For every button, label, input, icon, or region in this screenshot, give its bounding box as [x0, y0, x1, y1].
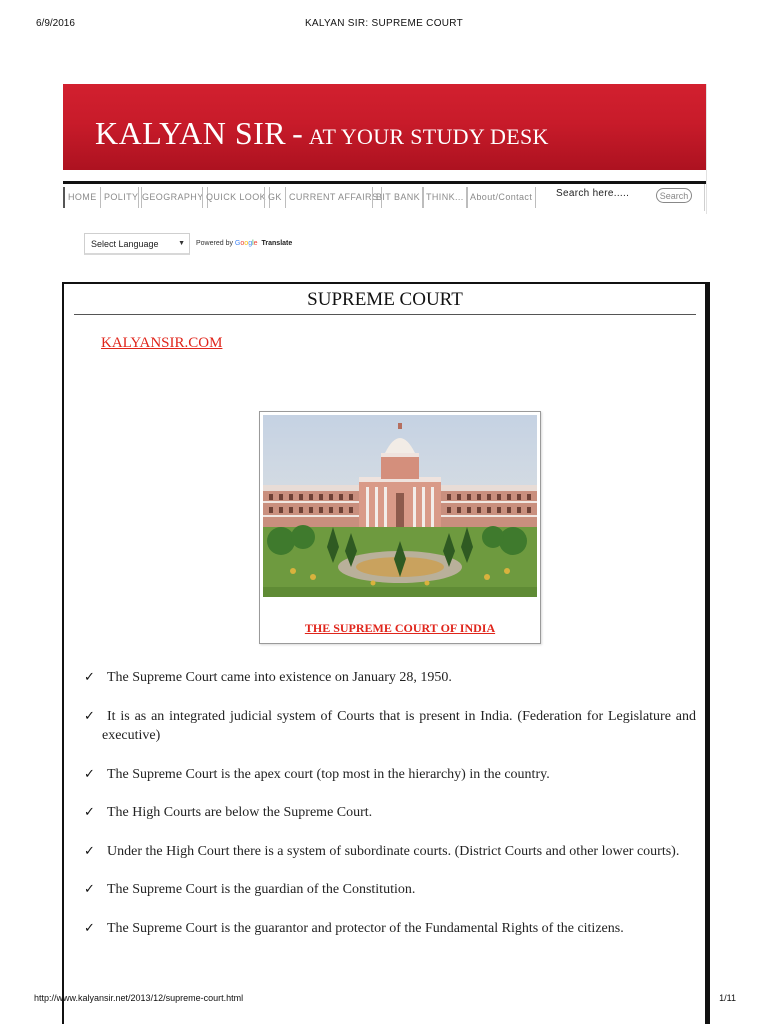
search-input[interactable]: Search here.....	[556, 188, 630, 199]
checkmark-icon: ✓	[84, 766, 95, 782]
nav-item-about-contact[interactable]: About/Contact	[466, 187, 536, 208]
powered-by-label: Powered by	[196, 240, 233, 247]
checkmark-icon: ✓	[84, 670, 95, 685]
language-select[interactable]	[84, 233, 190, 255]
list-item-text: The Supreme Court is the guardian of the Constitution.	[107, 882, 416, 897]
main-nav	[63, 181, 706, 214]
list-item-text: The Supreme Court is the guarantor and protector of the Fundamental Rights of the citizens.	[107, 920, 624, 936]
list-item-text: It is as an integrated judicial system of Courts that is present in India. (Federation for Legislature and executive)	[102, 708, 696, 743]
powered-by-google-translate	[196, 240, 292, 247]
supreme-court-building-photo	[263, 415, 537, 597]
google-logo: Google	[234, 240, 258, 247]
language-select-label: Select Language	[91, 239, 159, 249]
list-item	[84, 707, 696, 746]
list-item	[84, 803, 696, 823]
print-page-number: 1/11	[719, 993, 736, 1003]
post-body	[62, 282, 710, 1024]
nav-item-think[interactable]: THINK...	[422, 187, 468, 208]
checkmark-icon: ✓	[84, 805, 95, 820]
nav-item-geography[interactable]: GEOGRAPHY	[138, 187, 208, 208]
nav-item-home[interactable]: HOME	[63, 187, 101, 208]
list-item	[84, 842, 696, 862]
site-link[interactable]: KALYANSIR.COM	[101, 335, 223, 351]
print-header	[0, 18, 768, 32]
list-item	[84, 880, 696, 900]
print-page-title: KALYAN SIR: SUPREME COURT	[304, 18, 464, 29]
nav-item-polity[interactable]: POLITY	[100, 187, 142, 208]
checkmark-icon: ✓	[84, 920, 95, 936]
page-edge-divider	[706, 84, 707, 214]
print-url: http://www.kalyansir.net/2013/12/supreme-court.html	[34, 993, 244, 1003]
banner-separator: -	[292, 115, 303, 151]
checkmark-icon: ✓	[84, 882, 95, 897]
post-title: SUPREME COURT	[74, 289, 696, 315]
banner-title	[95, 115, 549, 152]
photo-frame	[259, 411, 541, 644]
dropdown-arrow-icon: ▼	[178, 240, 185, 247]
list-item-text: The Supreme Court is the apex court (top most in the hierarchy) in the country.	[107, 766, 550, 782]
list-item-text: The High Courts are below the Supreme Court.	[107, 805, 373, 820]
fact-list	[84, 668, 696, 957]
banner-site-name: KALYAN SIR	[95, 115, 287, 151]
checkmark-icon: ✓	[84, 708, 95, 724]
nav-divider	[704, 184, 705, 211]
nav-item-bit-bank[interactable]: BIT BANK	[372, 187, 424, 208]
search-button[interactable]: Search	[656, 188, 692, 203]
nav-item-current-affairs[interactable]: CURRENT AFFAIRS	[285, 187, 382, 208]
list-item	[84, 765, 696, 785]
nav-item-gk[interactable]: GK	[264, 187, 286, 208]
banner-tagline: AT YOUR STUDY DESK	[308, 124, 549, 149]
nav-item-quick-look[interactable]: QUICK LOOK	[202, 187, 270, 208]
list-item	[84, 668, 696, 688]
list-item	[84, 919, 696, 939]
print-date: 6/9/2016	[36, 18, 75, 29]
list-item-text: The Supreme Court came into existence on January 28, 1950.	[107, 670, 452, 685]
site-banner[interactable]	[63, 84, 706, 170]
checkmark-icon: ✓	[84, 843, 95, 859]
photo-caption: THE SUPREME COURT OF INDIA	[304, 621, 496, 635]
list-item-text: Under the High Court there is a system of subordinate courts. (District Courts and other lower courts).	[107, 843, 680, 859]
translate-label: Translate	[261, 240, 293, 247]
